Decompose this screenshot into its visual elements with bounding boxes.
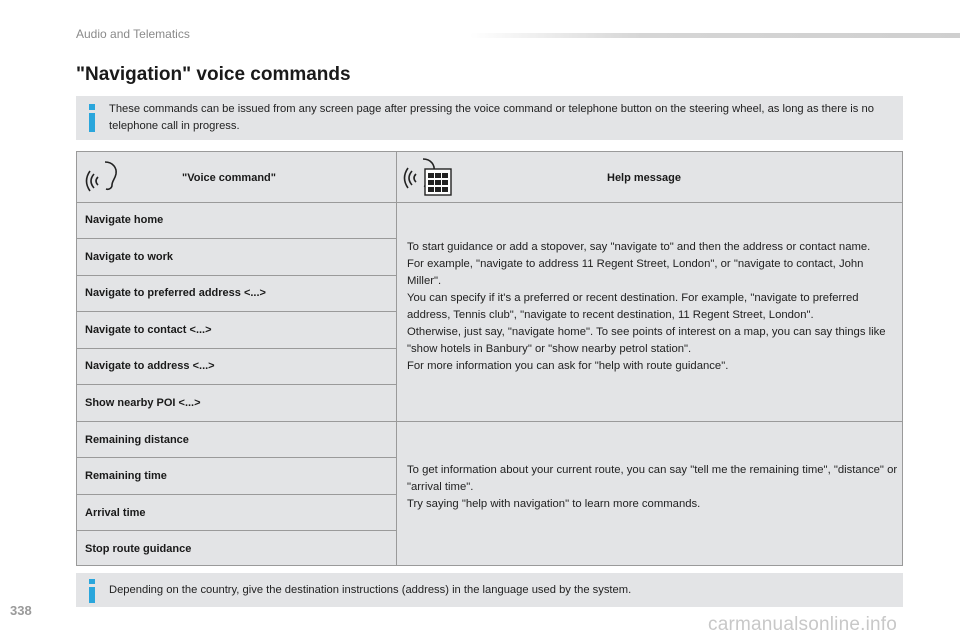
info-note-text: Depending on the country, give the destination instructions (address) in the language used by the system.: [109, 584, 632, 596]
voice-command-icon: [85, 160, 121, 194]
page-number: 338: [10, 603, 32, 618]
info-icon: [87, 104, 97, 132]
header-section-label: Audio and Telematics: [76, 27, 190, 41]
help-message-route: [407, 462, 899, 513]
table-divider: [77, 202, 902, 203]
watermark: carmanualsonline.info: [708, 614, 898, 635]
command-stop-route-guidance: Stop route guidance: [85, 543, 192, 555]
row-divider: [77, 384, 396, 385]
row-divider: [77, 494, 396, 495]
command-navigate-to-contact: Navigate to contact <...>: [85, 324, 212, 336]
row-divider: [77, 275, 396, 276]
header-voice-cell: [77, 152, 397, 202]
info-icon: [87, 579, 97, 603]
help-line: For example, "navigate to address 11 Regent Street, London", or "navigate to contact, John Miller".: [407, 258, 864, 287]
column-divider: [396, 202, 397, 565]
command-remaining-time: Remaining time: [85, 470, 167, 482]
help-line: You can specify if it's a preferred or recent destination. For example, "navigate to preferred address, Tennis club", "navigate to recent destination, 11 Regent Street, London".: [407, 292, 859, 321]
help-message-icon: [403, 155, 453, 197]
header-rule: [470, 33, 960, 38]
header-help-cell: [397, 152, 902, 202]
page-title: "Navigation" voice commands: [76, 64, 351, 85]
help-line: To get information about your current route, you can say "tell me the remaining time", "distance" or "arrival time".: [407, 464, 898, 493]
row-divider: [77, 238, 396, 239]
help-line: Otherwise, just say, "navigate home". To see points of interest on a map, you can say things like "show hotels in Banbury" or "show nearby petrol station".: [407, 326, 886, 355]
command-navigate-home: Navigate home: [85, 214, 164, 226]
info-note-top: [76, 96, 903, 140]
info-note-bottom: [76, 573, 903, 607]
command-remaining-distance: Remaining distance: [85, 434, 189, 446]
command-navigate-to-address: Navigate to address <...>: [85, 360, 215, 372]
info-note-text: These commands can be issued from any screen page after pressing the voice command or telephone button on the steering wheel, as long as there is no telephone call in progress.: [109, 103, 874, 132]
help-message-navigation: [407, 239, 899, 375]
row-divider: [77, 530, 396, 531]
command-table: [76, 151, 903, 566]
header-voice-label: "Voice command": [182, 172, 276, 184]
row-divider: [77, 457, 396, 458]
help-line: Try saying "help with navigation" to learn more commands.: [407, 498, 701, 510]
row-divider: [77, 348, 396, 349]
command-show-nearby-poi: Show nearby POI <...>: [85, 397, 201, 409]
row-divider: [77, 311, 396, 312]
help-line: To start guidance or add a stopover, say "navigate to" and then the address or contact name.: [407, 241, 871, 253]
command-navigate-to-preferred-address: Navigate to preferred address <...>: [85, 287, 266, 299]
command-navigate-to-work: Navigate to work: [85, 251, 174, 263]
group-divider: [77, 421, 902, 422]
command-arrival-time: Arrival time: [85, 507, 146, 519]
header-help-label: Help message: [607, 172, 681, 184]
help-line: For more information you can ask for "help with route guidance".: [407, 360, 729, 372]
